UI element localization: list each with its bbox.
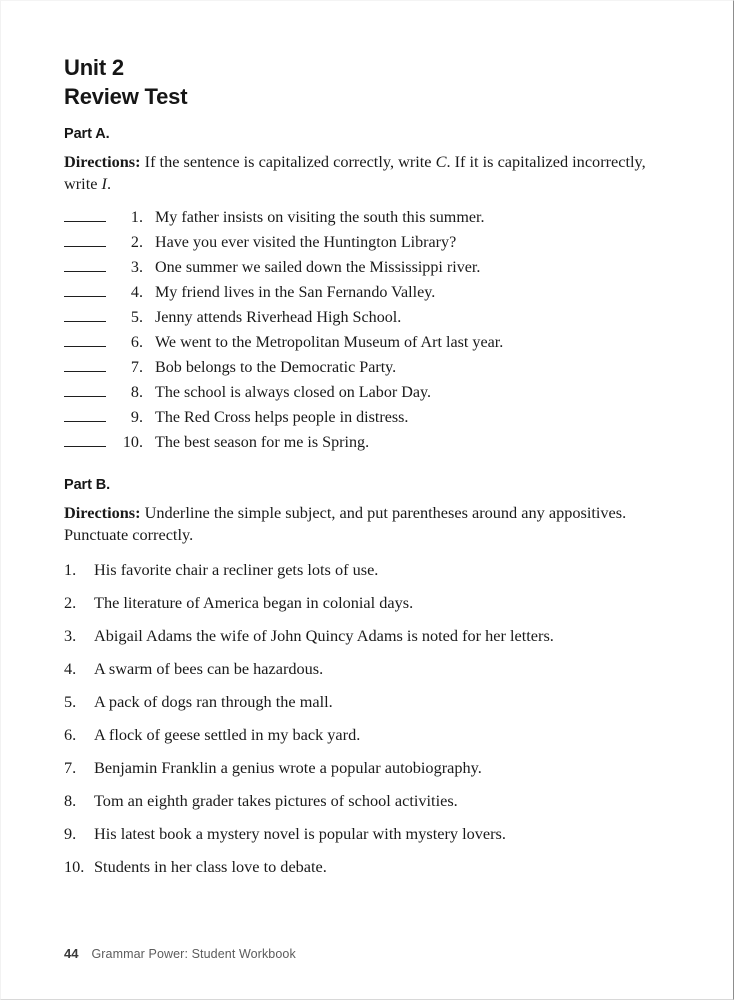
item-text: My friend lives in the San Fernando Valley. xyxy=(155,284,436,302)
item-number: 1. xyxy=(130,209,143,227)
list-item xyxy=(64,308,678,333)
answer-blank-input[interactable] xyxy=(64,433,106,447)
item-text: The literature of America began in colonial days. xyxy=(94,592,414,612)
list-item xyxy=(64,691,678,727)
item-number: 9. xyxy=(64,823,77,843)
part-a-directions xyxy=(64,151,678,194)
item-text: Bob belongs to the Democratic Party. xyxy=(155,359,397,377)
part-b-heading: Part B. xyxy=(64,477,111,494)
item-number: 5. xyxy=(64,691,77,711)
answer-blank-input[interactable] xyxy=(64,408,106,422)
list-item xyxy=(64,625,678,661)
list-item xyxy=(64,208,678,233)
item-text: The best season for me is Spring. xyxy=(155,434,370,452)
page-title xyxy=(64,53,678,111)
item-number: 4. xyxy=(130,284,143,302)
item-text: We went to the Metropolitan Museum of Art last year. xyxy=(155,334,504,352)
item-number: 8. xyxy=(64,790,77,810)
part-a-directions-label: Directions: xyxy=(64,152,141,172)
item-text: Jenny attends Riverhead High School. xyxy=(155,309,402,327)
list-item xyxy=(64,658,678,694)
book-title: Grammar Power: Student Workbook xyxy=(91,947,296,961)
list-item xyxy=(64,233,678,258)
page-footer xyxy=(64,946,296,961)
item-number: 6. xyxy=(130,334,143,352)
part-b-question-list xyxy=(64,559,678,892)
item-number: 3. xyxy=(130,259,143,277)
item-number: 8. xyxy=(130,384,143,402)
item-text: Abigail Adams the wife of John Quincy Adams is noted for her letters. xyxy=(94,625,554,645)
part-a-directions-code-c: C xyxy=(435,152,447,172)
list-item xyxy=(64,433,678,458)
item-text: His favorite chair a recliner gets lots of use. xyxy=(94,559,379,579)
list-item xyxy=(64,333,678,358)
part-b-directions xyxy=(64,502,678,545)
item-text: The Red Cross helps people in distress. xyxy=(155,409,409,427)
list-item xyxy=(64,790,678,826)
part-a-directions-text-2: . If it is capitalized incorrectly, write xyxy=(64,152,646,193)
answer-blank-input[interactable] xyxy=(64,308,106,322)
answer-blank-input[interactable] xyxy=(64,208,106,222)
list-item xyxy=(64,856,678,892)
list-item xyxy=(64,823,678,859)
item-text: Tom an eighth grader takes pictures of school activities. xyxy=(94,790,458,810)
item-number: 4. xyxy=(64,658,77,678)
item-text: His latest book a mystery novel is popular with mystery lovers. xyxy=(94,823,506,843)
item-text: One summer we sailed down the Mississippi river. xyxy=(155,259,481,277)
part-b-directions-label: Directions: xyxy=(64,503,141,523)
answer-blank-input[interactable] xyxy=(64,358,106,372)
item-text: My father insists on visiting the south this summer. xyxy=(155,209,485,227)
item-number: 3. xyxy=(64,625,77,645)
item-number: 1. xyxy=(64,559,77,579)
list-item xyxy=(64,724,678,760)
item-text: Have you ever visited the Huntington Library? xyxy=(155,234,457,252)
answer-blank-input[interactable] xyxy=(64,283,106,297)
item-text: A pack of dogs ran through the mall. xyxy=(94,691,333,711)
item-text: A flock of geese settled in my back yard. xyxy=(94,724,361,744)
item-number: 2. xyxy=(130,234,143,252)
item-number: 10. xyxy=(64,856,85,876)
part-b-directions-text: Underline the simple subject, and put parentheses around any appositives. Punctuate correctly. xyxy=(64,503,627,545)
answer-blank-input[interactable] xyxy=(64,383,106,397)
list-item xyxy=(64,258,678,283)
list-item xyxy=(64,592,678,628)
answer-blank-input[interactable] xyxy=(64,233,106,247)
item-text: A swarm of bees can be hazardous. xyxy=(94,658,324,678)
part-a-heading: Part A. xyxy=(64,126,110,143)
item-number: 2. xyxy=(64,592,77,612)
list-item xyxy=(64,383,678,408)
item-text: Benjamin Franklin a genius wrote a popular autobiography. xyxy=(94,757,482,777)
item-number: 9. xyxy=(130,409,143,427)
item-number: 7. xyxy=(130,359,143,377)
unit-label: Unit 2 xyxy=(64,55,124,80)
part-a-question-list xyxy=(64,208,678,458)
part-a-directions-text-3: . xyxy=(106,173,112,193)
page-content xyxy=(64,53,678,892)
answer-blank-input[interactable] xyxy=(64,333,106,347)
item-text: Students in her class love to debate. xyxy=(94,856,327,876)
item-number: 7. xyxy=(64,757,77,777)
item-text: The school is always closed on Labor Day. xyxy=(155,384,432,402)
part-a-directions-text-1: If the sentence is capitalized correctly, write xyxy=(140,152,436,172)
list-item xyxy=(64,559,678,595)
item-number: 6. xyxy=(64,724,77,744)
part-a-directions-code-i: I xyxy=(101,173,107,193)
answer-blank-input[interactable] xyxy=(64,258,106,272)
list-item xyxy=(64,757,678,793)
list-item xyxy=(64,408,678,433)
list-item xyxy=(64,358,678,383)
item-number: 5. xyxy=(130,309,143,327)
test-title-label: Review Test xyxy=(64,84,188,110)
item-number: 10. xyxy=(122,434,143,452)
list-item xyxy=(64,283,678,308)
page-number: 44 xyxy=(64,946,79,961)
